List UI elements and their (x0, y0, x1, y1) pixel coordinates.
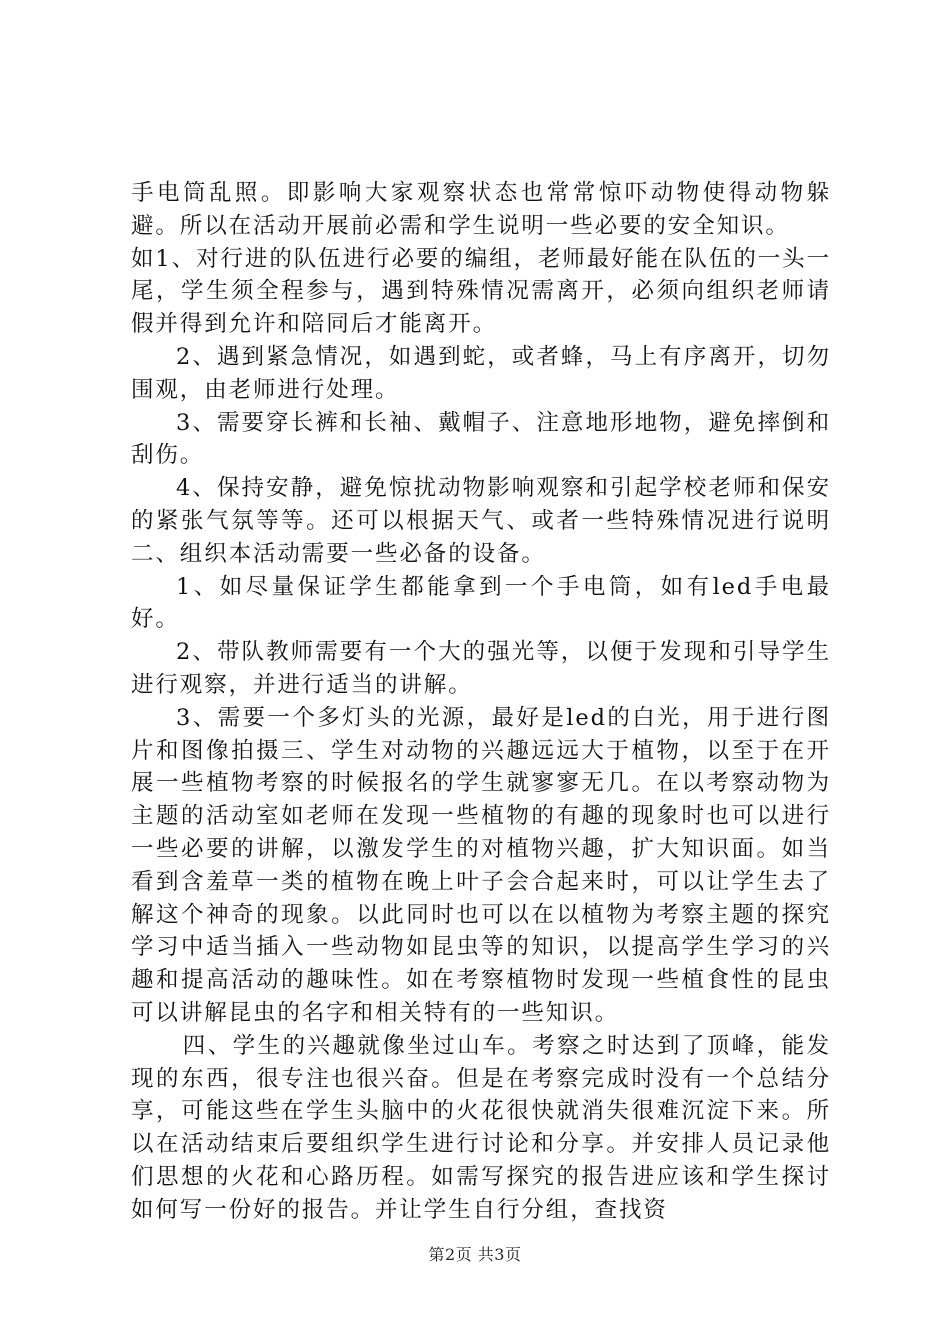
paragraph-item-3: 3、需要穿长裤和长袖、戴帽子、注意地形地物，避免摔倒和刮伤。 (131, 409, 831, 469)
paragraph-equipment-1: 1、如尽量保证学生都能拿到一个手电筒，如有led手电最好。 (131, 573, 831, 633)
document-body (131, 177, 831, 1227)
paragraph-section-4: 四、学生的兴趣就像坐过山车。考察之时达到了顶峰，能发现的东西，很专注也很兴奋。但是在考察完成时没有一个总结分享，可能这些在学生头脑中的火花很快就消失很难沉淀下来。所以在活动结束后要组织学生进行讨论和分享。并安排人员记录他们思想的火花和心路历程。如需写探究的报告进应该和学生探讨如何写一份好的报告。并让学生自行分组，查找资 (131, 1032, 831, 1223)
paragraph-item-2: 2、遇到紧急情况，如遇到蛇，或者蜂，马上有序离开，切勿围观，由老师进行处理。 (131, 343, 831, 403)
page-footer: 第2页 共3页 (428, 1245, 522, 1264)
paragraph-equipment-2: 2、带队教师需要有一个大的强光等，以便于发现和引导学生进行观察，并进行适当的讲解。 (131, 639, 831, 698)
paragraph-item-4: 4、保持安静，避免惊扰动物影响观察和引起学校老师和保安的紧张气氛等等。还可以根据天气、或者一些特殊情况进行说明二、组织本活动需要一些必备的设备。 (131, 475, 831, 567)
paragraph-intro: 手电筒乱照。即影响大家观察状态也常常惊吓动物使得动物躲避。所以在活动开展前必需和学生说明一些必要的安全知识。 (131, 180, 831, 239)
paragraph-item-1: 如1、对行进的队伍进行必要的编组，老师最好能在队伍的一头一尾，学生须全程参与，遇到特殊情况需离开，必须向组织老师请假并得到允许和陪同后才能离开。 (131, 245, 831, 338)
paragraph-equipment-3: 3、需要一个多灯头的光源，最好是led的白光，用于进行图片和图像拍摄三、学生对动物的兴趣远远大于植物，以至于在开展一些植物考察的时候报名的学生就寥寥无几。在以考察动物为主题的活动室如老师在发现一些植物的有趣的现象时也可以进行一些必要的讲解，以激发学生的对植物兴趣，扩大知识面。如当看到含羞草一类的植物在晚上叶子会合起来时，可以让学生去了解这个神奇的现象。以此同时也可以在以植物为考察主题的探究学习中适当插入一些动物如昆虫等的知识，以提高学生学习的兴趣和提高活动的趣味性。如在考察植物时发现一些植食性的昆虫可以讲解昆虫的名字和相关特有的一些知识。 (131, 704, 831, 1026)
